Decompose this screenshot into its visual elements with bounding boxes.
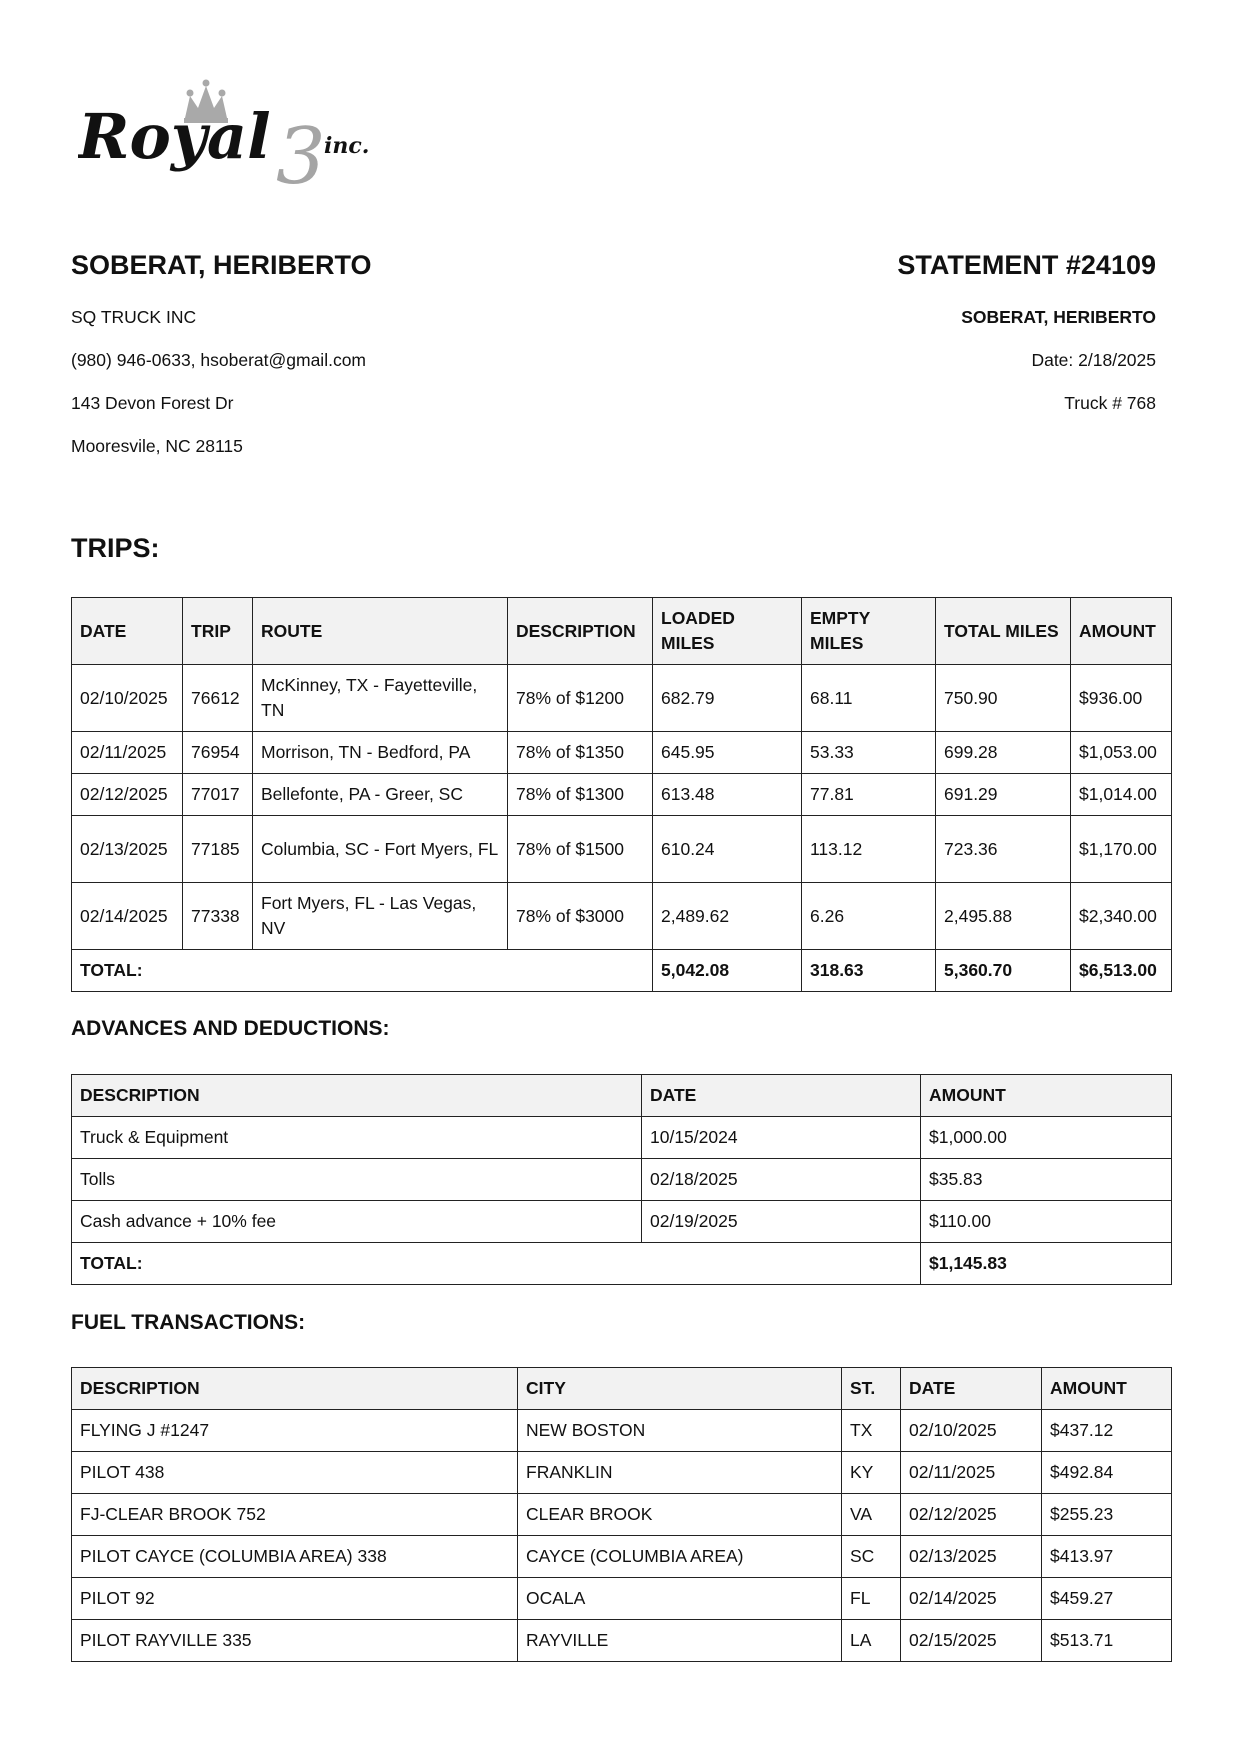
trip-amount: $1,053.00 bbox=[1071, 732, 1172, 774]
fuel-city: RAYVILLE bbox=[518, 1620, 842, 1662]
table-row bbox=[72, 816, 1172, 883]
trip-description: 78% of $1300 bbox=[508, 774, 653, 816]
trip-description: 78% of $1200 bbox=[508, 665, 653, 732]
trip-amount: $1,014.00 bbox=[1071, 774, 1172, 816]
fuel-city: CLEAR BROOK bbox=[518, 1494, 842, 1536]
trip-date: 02/14/2025 bbox=[72, 883, 183, 950]
trip-total-miles: 2,495.88 bbox=[936, 883, 1071, 950]
statement-date: Date: 2/18/2025 bbox=[1031, 350, 1156, 370]
trip-number: 76612 bbox=[183, 665, 253, 732]
trips-total-row bbox=[72, 950, 1172, 992]
trip-date: 02/10/2025 bbox=[72, 665, 183, 732]
column-header: DESCRIPTION bbox=[72, 1368, 518, 1410]
trip-loaded-miles: 645.95 bbox=[653, 732, 802, 774]
logo-word: Royal bbox=[78, 100, 271, 173]
fuel-city: FRANKLIN bbox=[518, 1452, 842, 1494]
trip-route: Bellefonte, PA - Greer, SC bbox=[253, 774, 508, 816]
fuel-description: FJ-CLEAR BROOK 752 bbox=[72, 1494, 518, 1536]
trip-amount: $2,340.00 bbox=[1071, 883, 1172, 950]
fuel-state: TX bbox=[842, 1410, 901, 1452]
trip-empty-miles: 113.12 bbox=[802, 816, 936, 883]
trip-empty-miles: 53.33 bbox=[802, 732, 936, 774]
trip-date: 02/12/2025 bbox=[72, 774, 183, 816]
table-row bbox=[72, 1201, 1172, 1243]
trip-total-miles: 691.29 bbox=[936, 774, 1071, 816]
column-header: DESCRIPTION bbox=[508, 598, 653, 665]
advances-total-row bbox=[72, 1243, 1172, 1285]
fuel-state: SC bbox=[842, 1536, 901, 1578]
driver-name: SOBERAT, HERIBERTO bbox=[71, 250, 372, 280]
fuel-amount: $492.84 bbox=[1042, 1452, 1172, 1494]
fuel-table bbox=[71, 1367, 1172, 1662]
trip-number: 77338 bbox=[183, 883, 253, 950]
fuel-city: OCALA bbox=[518, 1578, 842, 1620]
column-header: AMOUNT bbox=[921, 1075, 1172, 1117]
trips-header-row bbox=[72, 598, 1172, 665]
column-header: ROUTE bbox=[253, 598, 508, 665]
trip-empty-miles: 68.11 bbox=[802, 665, 936, 732]
fuel-state: LA bbox=[842, 1620, 901, 1662]
column-header: TRIP bbox=[183, 598, 253, 665]
advance-date: 02/18/2025 bbox=[642, 1159, 921, 1201]
fuel-city: CAYCE (COLUMBIA AREA) bbox=[518, 1536, 842, 1578]
company-logo bbox=[78, 78, 383, 190]
trips-table bbox=[71, 597, 1172, 992]
column-header: TOTAL MILES bbox=[936, 598, 1071, 665]
table-row bbox=[72, 1410, 1172, 1452]
column-header: AMOUNT bbox=[1042, 1368, 1172, 1410]
trips-total-miles: 5,360.70 bbox=[936, 950, 1071, 992]
fuel-description: FLYING J #1247 bbox=[72, 1410, 518, 1452]
fuel-state: FL bbox=[842, 1578, 901, 1620]
fuel-amount: $437.12 bbox=[1042, 1410, 1172, 1452]
advance-description: Cash advance + 10% fee bbox=[72, 1201, 642, 1243]
table-row bbox=[72, 732, 1172, 774]
trip-date: 02/13/2025 bbox=[72, 816, 183, 883]
fuel-date: 02/15/2025 bbox=[901, 1620, 1042, 1662]
column-header: DATE bbox=[642, 1075, 921, 1117]
fuel-amount: $255.23 bbox=[1042, 1494, 1172, 1536]
trips-total-empty: 318.63 bbox=[802, 950, 936, 992]
fuel-date: 02/11/2025 bbox=[901, 1452, 1042, 1494]
advance-amount: $35.83 bbox=[921, 1159, 1172, 1201]
trip-empty-miles: 77.81 bbox=[802, 774, 936, 816]
column-header: DATE bbox=[901, 1368, 1042, 1410]
table-row bbox=[72, 774, 1172, 816]
statement-info bbox=[636, 248, 1156, 414]
fuel-description: PILOT CAYCE (COLUMBIA AREA) 338 bbox=[72, 1536, 518, 1578]
column-header: ST. bbox=[842, 1368, 901, 1410]
fuel-amount: $413.97 bbox=[1042, 1536, 1172, 1578]
fuel-header-row bbox=[72, 1368, 1172, 1410]
table-row bbox=[72, 883, 1172, 950]
trips-title: TRIPS: bbox=[71, 533, 160, 563]
trip-loaded-miles: 682.79 bbox=[653, 665, 802, 732]
trips-total-loaded: 5,042.08 bbox=[653, 950, 802, 992]
trip-number: 76954 bbox=[183, 732, 253, 774]
truck-number: Truck # 768 bbox=[1064, 393, 1156, 413]
column-header: EMPTY MILES bbox=[802, 598, 936, 665]
trip-route: Morrison, TN - Bedford, PA bbox=[253, 732, 508, 774]
trip-amount: $936.00 bbox=[1071, 665, 1172, 732]
fuel-date: 02/10/2025 bbox=[901, 1410, 1042, 1452]
trip-description: 78% of $3000 bbox=[508, 883, 653, 950]
table-row bbox=[72, 1452, 1172, 1494]
trip-amount: $1,170.00 bbox=[1071, 816, 1172, 883]
trip-empty-miles: 6.26 bbox=[802, 883, 936, 950]
trip-number: 77017 bbox=[183, 774, 253, 816]
trip-total-miles: 723.36 bbox=[936, 816, 1071, 883]
table-row bbox=[72, 1117, 1172, 1159]
fuel-date: 02/14/2025 bbox=[901, 1578, 1042, 1620]
trip-route: Fort Myers, FL - Las Vegas, NV bbox=[253, 883, 508, 950]
statement-driver-name: SOBERAT, HERIBERTO bbox=[961, 307, 1156, 327]
fuel-state: KY bbox=[842, 1452, 901, 1494]
driver-contact: (980) 946-0633, hsoberat@gmail.com bbox=[71, 350, 367, 370]
driver-info bbox=[71, 248, 591, 457]
trips-total-amount: $6,513.00 bbox=[1071, 950, 1172, 992]
fuel-description: PILOT 92 bbox=[72, 1578, 518, 1620]
table-row bbox=[72, 665, 1172, 732]
trip-description: 78% of $1500 bbox=[508, 816, 653, 883]
trip-total-miles: 750.90 bbox=[936, 665, 1071, 732]
fuel-description: PILOT RAYVILLE 335 bbox=[72, 1620, 518, 1662]
table-row bbox=[72, 1494, 1172, 1536]
advance-date: 02/19/2025 bbox=[642, 1201, 921, 1243]
advance-date: 10/15/2024 bbox=[642, 1117, 921, 1159]
advances-header-row bbox=[72, 1075, 1172, 1117]
driver-address-line1: 143 Devon Forest Dr bbox=[71, 393, 234, 413]
fuel-city: NEW BOSTON bbox=[518, 1410, 842, 1452]
trip-date: 02/11/2025 bbox=[72, 732, 183, 774]
table-row bbox=[72, 1578, 1172, 1620]
column-header: CITY bbox=[518, 1368, 842, 1410]
column-header: AMOUNT bbox=[1071, 598, 1172, 665]
trip-loaded-miles: 2,489.62 bbox=[653, 883, 802, 950]
logo-suffix: inc. bbox=[324, 133, 370, 159]
advances-total-label: TOTAL: bbox=[72, 1243, 921, 1285]
column-header: LOADED MILES bbox=[653, 598, 802, 665]
trip-description: 78% of $1350 bbox=[508, 732, 653, 774]
trip-loaded-miles: 613.48 bbox=[653, 774, 802, 816]
fuel-amount: $459.27 bbox=[1042, 1578, 1172, 1620]
column-header: DATE bbox=[72, 598, 183, 665]
advance-amount: $110.00 bbox=[921, 1201, 1172, 1243]
advances-total-amount: $1,145.83 bbox=[921, 1243, 1172, 1285]
crown-logo-graphic bbox=[78, 78, 383, 190]
table-row bbox=[72, 1159, 1172, 1201]
trip-route: McKinney, TX - Fayetteville, TN bbox=[253, 665, 508, 732]
column-header: DESCRIPTION bbox=[72, 1075, 642, 1117]
trip-number: 77185 bbox=[183, 816, 253, 883]
fuel-date: 02/13/2025 bbox=[901, 1536, 1042, 1578]
fuel-state: VA bbox=[842, 1494, 901, 1536]
advance-amount: $1,000.00 bbox=[921, 1117, 1172, 1159]
driver-company: SQ TRUCK INC bbox=[71, 307, 197, 327]
trip-total-miles: 699.28 bbox=[936, 732, 1071, 774]
table-row bbox=[72, 1620, 1172, 1662]
trips-total-label: TOTAL: bbox=[72, 950, 653, 992]
advances-title: ADVANCES AND DEDUCTIONS: bbox=[71, 1017, 390, 1040]
trip-loaded-miles: 610.24 bbox=[653, 816, 802, 883]
advance-description: Truck & Equipment bbox=[72, 1117, 642, 1159]
advance-description: Tolls bbox=[72, 1159, 642, 1201]
driver-address-line2: Mooresvile, NC 28115 bbox=[71, 436, 243, 456]
fuel-date: 02/12/2025 bbox=[901, 1494, 1042, 1536]
trip-route: Columbia, SC - Fort Myers, FL bbox=[253, 816, 508, 883]
fuel-amount: $513.71 bbox=[1042, 1620, 1172, 1662]
table-row bbox=[72, 1536, 1172, 1578]
statement-number: STATEMENT #24109 bbox=[897, 250, 1156, 280]
fuel-description: PILOT 438 bbox=[72, 1452, 518, 1494]
logo-numeral: 3 bbox=[276, 112, 326, 190]
advances-table bbox=[71, 1074, 1172, 1285]
fuel-title: FUEL TRANSACTIONS: bbox=[71, 1311, 306, 1334]
